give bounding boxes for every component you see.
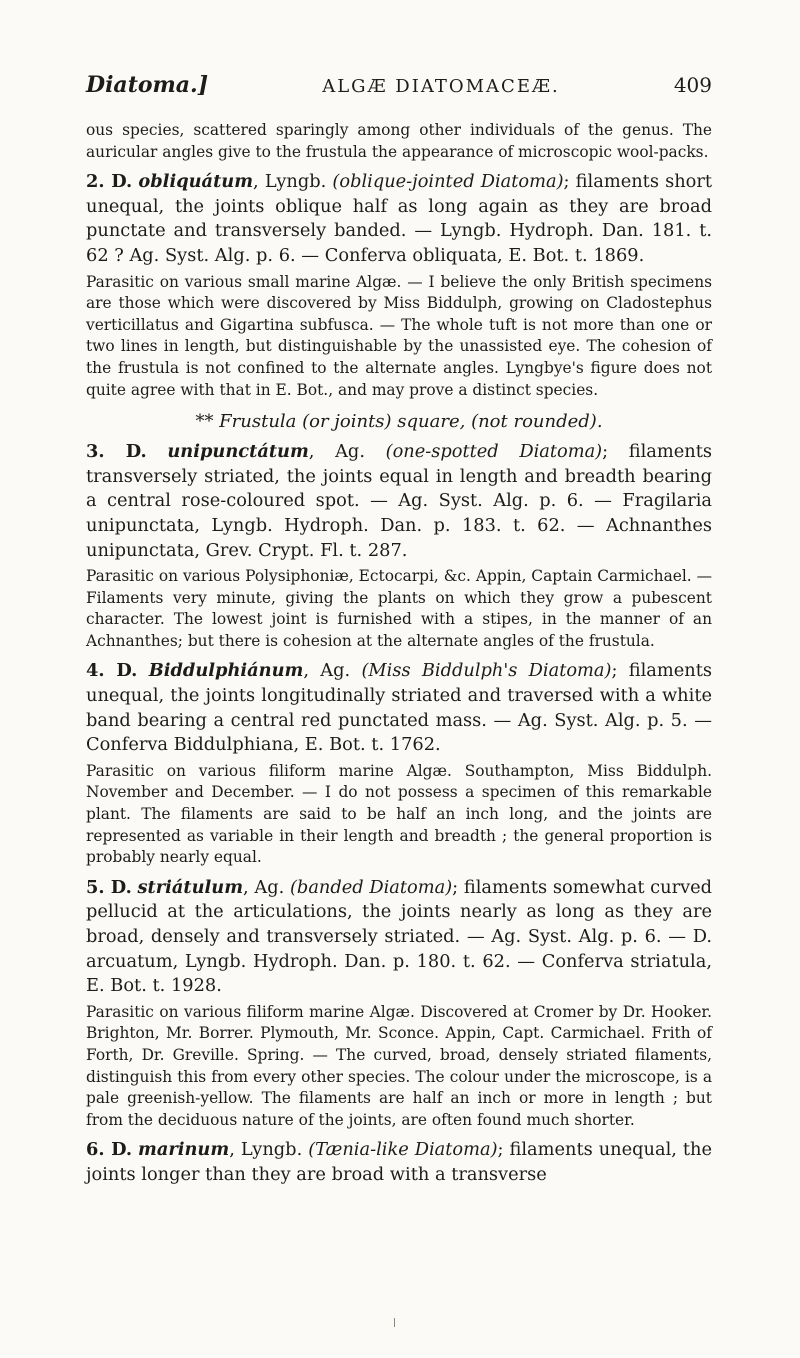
species-name: Biddulphiánum [148,660,304,682]
running-head-title: ALGÆ DIATOMACEÆ. [322,76,560,97]
common-name: (Tænia-like Diatoma) [308,1139,498,1161]
species-entry-obliquatum: 2. D. obliquátum, Lyngb. (oblique-jointed Diatoma); filaments short unequal, the joints oblique half as long again as they are broad punctate and transversely banded. — Lyngb. Hydroph. Dan. 181. t. 62 ? Ag. Syst. Alg. p. 6. — Conferva obliquata, E. Bot. t. 1869. [86,171,713,266]
species-remark: Parasitic on various Polysiphoniæ, Ectocarpi, &c. Appin, Captain Carmichael. — Filaments very minute, giving the plants on which they grow a pubescent character. The lowest joint is furnished with a stipes, in the manner of an Achnanthes; but there is cohesion at the alternate angles of the frustula. [86,567,712,650]
running-head-genus: Diatoma.] [86,72,209,98]
section-subheading: ** Frustula (or joints) square, (not rounded). [195,411,603,433]
species-author: Lyngb. [240,1139,303,1161]
entry-number: 4. D. [86,660,138,682]
continued-paragraph: ous species, scattered sparingly among other individuals of the genus. The auricular angles give to the frustula the appearance of microscopic wool-packs. [86,121,712,161]
entry-number: 6. D. [86,1139,133,1161]
species-author: Ag. [254,876,285,898]
species-remark: Parasitic on various filiform marine Algæ. Discovered at Cromer by Dr. Hooker. Brighton, Mr. Borrer. Plymouth, Mr. Sconce. Appin, Capt. Carmichael. Frith of Forth, Dr. Greville. Spring. — The curved, broad, densely striated filaments, distinguish this from every other species. The colour under the microscope, is a pale greenish-yellow. The filaments are half an inch or more in length ; but from the deciduous nature of the joints, are often found much shorter. [86,1002,712,1129]
common-name: (Miss Biddulph's Diatoma) [361,660,612,682]
species-entry-biddulphianum: 4. D. Biddulphiánum, Ag. (Miss Biddulph's Diatoma); filaments unequal, the joints longitudinally striated and traversed with a white band bearing a central red punctated mass. — Ag. Syst. Alg. p. 5. — Conferva Biddulphiana, E. Bot. t. 1762. [86,660,713,756]
species-remark: Parasitic on various filiform marine Algæ. Southampton, Miss Biddulph. November and December. — I do not possess a specimen of this remarkable plant. The filaments are said to be half an inch long, and the joints are represented as variable in their length and breadth ; the general proportion is probably nearly equal. [86,761,712,867]
species-name: marinum [138,1139,230,1161]
species-description: ; filaments transversely striated, the joints equal in length and breadth bearing a central rose-coloured spot. — Ag. Syst. Alg. p. 6. — Fragilaria unipunctata, Lyngb. Hydroph. Dan. p. 183. t. 62. — Achnanthes unipunctata, Grev. Crypt. Fl. t. 287. [86,441,713,561]
species-author: Lyngb. [264,171,327,193]
entry-number: 2. D. [86,171,133,193]
species-remark: Parasitic on various small marine Algæ. — I believe the only British specimens are those which were discovered by Miss Biddulph, growing on Cladostephus verticillatus and Gigartina subfusca. — The whole tuft is not more than one or two lines in length, but distinguishable by the unassisted eye. The cohesion of the frustula is not confined to the alternate angles. Lyngbye's figure does not quite agree with that in E. Bot., and may prove a distinct species. [86,272,712,399]
common-name: (one-spotted Diatoma) [385,441,603,463]
species-entry-striatulum: 5. D. striátulum, Ag. (banded Diatoma); filaments somewhat curved pellucid at the articulations, the joints nearly as long as they are broad, densely and transversely striated. — Ag. Syst. Alg. p. 6. — D. arcuatum, Lyngb. Hydroph. Dan. p. 180. t. 62. — Conferva striatula, E. Bot. t. 1928. [86,876,713,997]
species-entry-unipunctatum: 3. D. unipunctátum, Ag. (one-spotted Diatoma); filaments transversely striated, the joints equal in length and breadth bearing a central rose-coloured spot. — Ag. Syst. Alg. p. 6. — Fragilaria unipunctata, Lyngb. Hydroph. Dan. p. 183. t. 62. — Achnanthes unipunctata, Grev. Crypt. Fl. t. 287. [86,441,713,561]
species-name: obliquátum [138,171,254,193]
species-name: striátulum [137,876,244,898]
species-description: ; filaments unequal, the joints longitudinally striated and traversed with a white band bearing a central red punctated mass. — Ag. Syst. Alg. p. 5. — Conferva Biddulphiana, E. Bot. t. 1762. [86,660,713,756]
species-description: ; filaments somewhat curved pellucid at the articulations, the joints nearly as long as they are broad, densely and transversely striated. — Ag. Syst. Alg. p. 6. — D. arcuatum, Lyngb. Hydroph. Dan. p. 180. t. 62. — Conferva striatula, E. Bot. t. 1928. [86,876,713,997]
entry-number: 5. D. [86,876,132,898]
page-number: 409 [673,73,712,97]
species-entry-marinum: 6. D. marinum, Lyngb. (Tænia-like Diatoma); filaments unequal, the joints longer than they are broad with a transverse [86,1139,713,1185]
species-description: ; filaments unequal, the joints longer than they are broad with a transverse [86,1139,713,1185]
species-author: Ag. [335,441,365,463]
running-head [86,72,712,98]
species-author: Ag. [320,660,351,682]
common-name: (oblique-jointed Diatoma) [332,171,564,193]
species-name: unipunctátum [167,441,309,463]
entry-number: 3. D. [86,441,147,463]
species-description: ; filaments short unequal, the joints oblique half as long again as they are broad punctate and transversely banded. — Lyngb. Hydroph. Dan. 181. t. 62 ? Ag. Syst. Alg. p. 6. — Conferva obliquata, E. Bot. t. 1869. [86,171,713,266]
print-mark [394,1318,398,1327]
common-name: (banded Diatoma) [290,876,453,898]
